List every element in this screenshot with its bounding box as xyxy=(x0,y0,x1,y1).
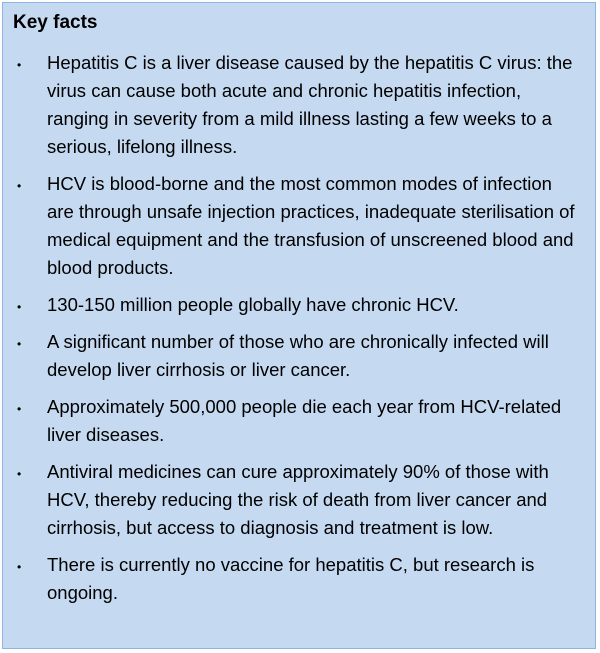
fact-text: 130-150 million people globally have chronic HCV. xyxy=(47,294,459,315)
list-item xyxy=(3,291,595,319)
bullet-icon: • xyxy=(17,402,22,416)
fact-text: There is currently no vaccine for hepatitis C, but research is ongoing. xyxy=(47,554,535,603)
key-facts-box xyxy=(2,2,596,649)
bullet-icon: • xyxy=(17,337,22,351)
box-title: Key facts xyxy=(13,12,98,33)
bullet-icon: • xyxy=(17,300,22,314)
bullet-icon: • xyxy=(17,58,22,72)
list-item xyxy=(3,170,595,282)
fact-text: Approximately 500,000 people die each year from HCV-related liver diseases. xyxy=(47,396,562,445)
list-item xyxy=(3,393,595,449)
list-item xyxy=(3,458,595,542)
list-item xyxy=(3,49,595,161)
bullet-icon: • xyxy=(17,179,22,193)
fact-text: A significant number of those who are chronically infected will develop liver cirrhosis or liver cancer. xyxy=(47,331,549,380)
facts-list xyxy=(3,49,595,616)
fact-text: Hepatitis C is a liver disease caused by the hepatitis C virus: the virus can cause both acute and chronic hepatitis infection, ranging in severity from a mild illness lasting a few weeks to a serious, lifelong illness. xyxy=(47,52,573,157)
fact-text: Antiviral medicines can cure approximately 90% of those with HCV, thereby reducing the risk of death from liver cancer and cirrhosis, but access to diagnosis and treatment is low. xyxy=(47,461,549,538)
fact-text: HCV is blood-borne and the most common modes of infection are through unsafe injection practices, inadequate sterilisation of medical equipment and the transfusion of unscreened blood and blood products. xyxy=(47,173,575,278)
bullet-icon: • xyxy=(17,467,22,481)
list-item xyxy=(3,328,595,384)
bullet-icon: • xyxy=(17,560,22,574)
list-item xyxy=(3,551,595,607)
